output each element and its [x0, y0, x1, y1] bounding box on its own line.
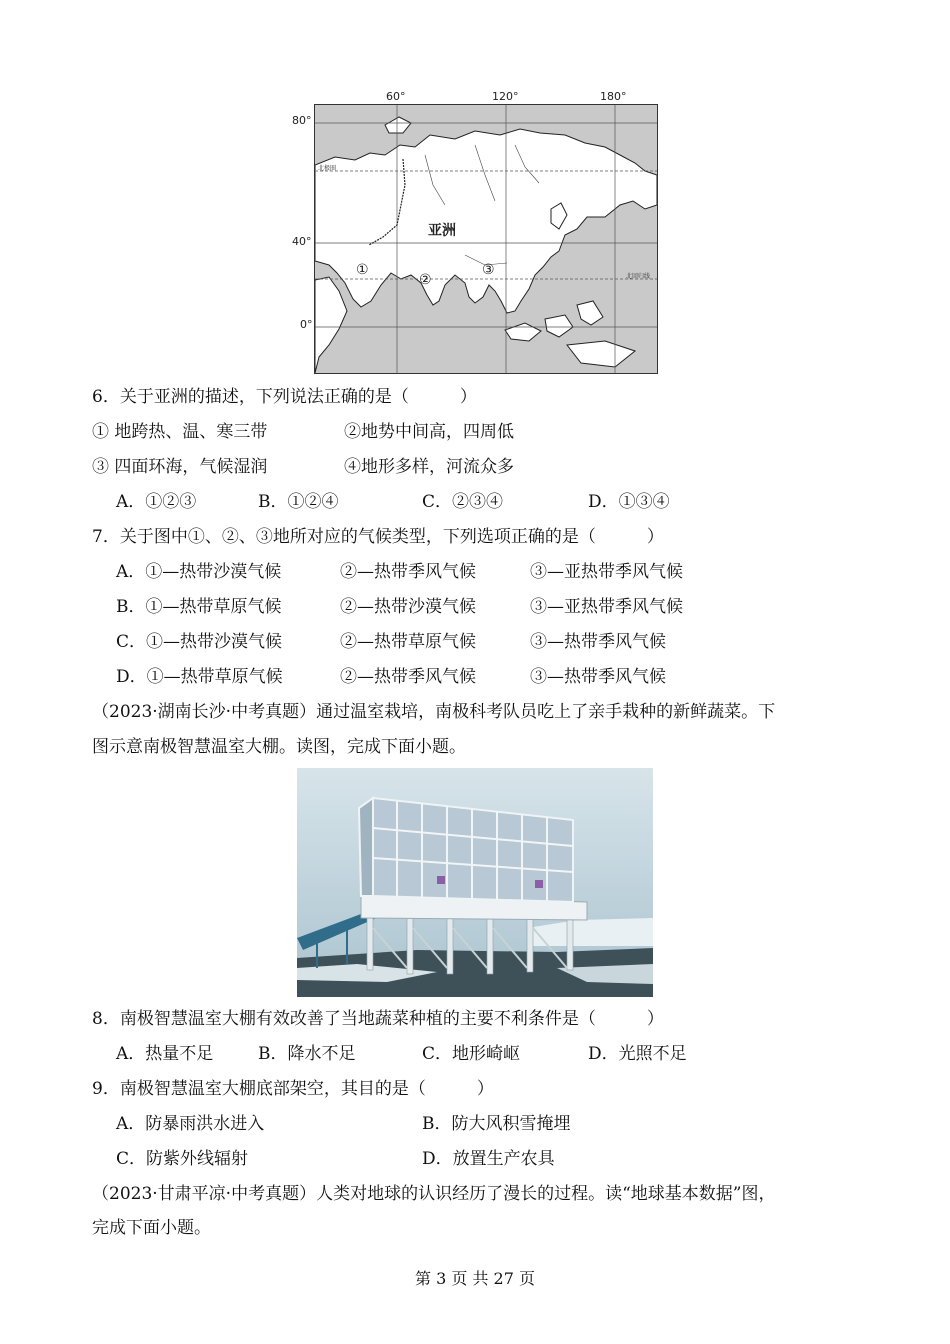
q7-option-c-1: C．①—热带沙漠气候: [116, 632, 283, 652]
intro2-line1: （2023·湖南长沙·中考真题）通过温室栽培，南极科考队员吃上了亲手栽种的新鲜蔬菜。下: [92, 702, 776, 722]
q7-option-b-1: B．①—热带草原气候: [116, 597, 282, 617]
q7-option-d-3: ③—热带季风气候: [530, 667, 666, 687]
q6-option-a: A．①②③: [116, 492, 197, 512]
lat-label-40: 40°: [292, 235, 312, 248]
q9-option-b: B．防大风积雪掩埋: [422, 1114, 571, 1134]
q6-option-c: C．②③④: [422, 492, 504, 512]
tropic-label: 北回归线: [626, 273, 651, 280]
q7-option-b-3: ③—亚热带季风气候: [530, 597, 683, 617]
intro2-line2: 图示意南极智慧温室大棚。读图，完成下面小题。: [92, 737, 466, 757]
map-marker-2: ②: [419, 272, 432, 288]
map-marker-3: ③: [482, 262, 495, 278]
q8-option-d: D．光照不足: [588, 1044, 687, 1064]
q7-option-c-3: ③—热带季风气候: [530, 632, 666, 652]
q8-stem: 8．南极智慧温室大棚有效改善了当地蔬菜种植的主要不利条件是（ ）: [92, 1009, 664, 1029]
lat-label-80: 80°: [292, 114, 312, 127]
greenhouse-photo: [297, 768, 653, 997]
arctic-circle-label: 北极圈: [318, 165, 337, 172]
lon-label-120: 120°: [492, 90, 519, 103]
q9-option-c: C．防紫外线辐射: [116, 1149, 249, 1169]
q7-option-d-2: ②—热带季风气候: [340, 667, 476, 687]
q9-stem: 9．南极智慧温室大棚底部架空，其目的是（ ）: [92, 1079, 494, 1099]
lat-label-0: 0°: [300, 318, 313, 331]
land-mass: [315, 129, 657, 313]
q9-option-a: A．防暴雨洪水进入: [116, 1114, 265, 1134]
q6-stem: 6．关于亚洲的描述，下列说法正确的是（ ）: [92, 387, 477, 407]
greenhouse-illustration: [297, 768, 653, 997]
map-frame: [314, 104, 658, 374]
intro3-line2: 完成下面小题。: [92, 1218, 211, 1238]
q8-option-b: B．降水不足: [258, 1044, 356, 1064]
q7-option-a-2: ②—热带季风气候: [340, 562, 476, 582]
intro3-line1: （2023·甘肃平凉·中考真题）人类对地球的认识经历了漫长的过程。读“地球基本数据”图，: [92, 1184, 776, 1204]
q7-option-b-2: ②—热带沙漠气候: [340, 597, 476, 617]
continent-label: 亚洲: [428, 223, 456, 239]
map-marker-1: ①: [356, 262, 369, 278]
q7-option-d-1: D．①—热带草原气候: [116, 667, 283, 687]
q9-option-d: D．放置生产农具: [422, 1149, 555, 1169]
q7-stem: 7．关于图中①、②、③地所对应的气候类型，下列选项正确的是（ ）: [92, 527, 664, 547]
q7-option-a-3: ③—亚热带季风气候: [530, 562, 683, 582]
q6-option-d: D．①③④: [588, 492, 670, 512]
page-footer: 第 3 页 共 27 页: [415, 1269, 535, 1288]
q6-statement-4: ④地形多样，河流众多: [344, 457, 514, 477]
asia-map: [286, 88, 660, 376]
q8-option-a: A．热量不足: [116, 1044, 214, 1064]
q6-option-b: B．①②④: [258, 492, 339, 512]
q8-option-c: C．地形崎岖: [422, 1044, 521, 1064]
q7-option-c-2: ②—热带草原气候: [340, 632, 476, 652]
map-drawing: [315, 105, 657, 373]
q6-statement-3: ③ 四面环海，气候湿润: [92, 457, 268, 477]
q6-statement-1: ① 地跨热、温、寒三带: [92, 422, 268, 442]
lon-label-60: 60°: [386, 90, 406, 103]
q7-option-a-1: A．①—热带沙漠气候: [116, 562, 282, 582]
q6-statement-2: ②地势中间高，四周低: [344, 422, 514, 442]
lon-label-180: 180°: [600, 90, 627, 103]
